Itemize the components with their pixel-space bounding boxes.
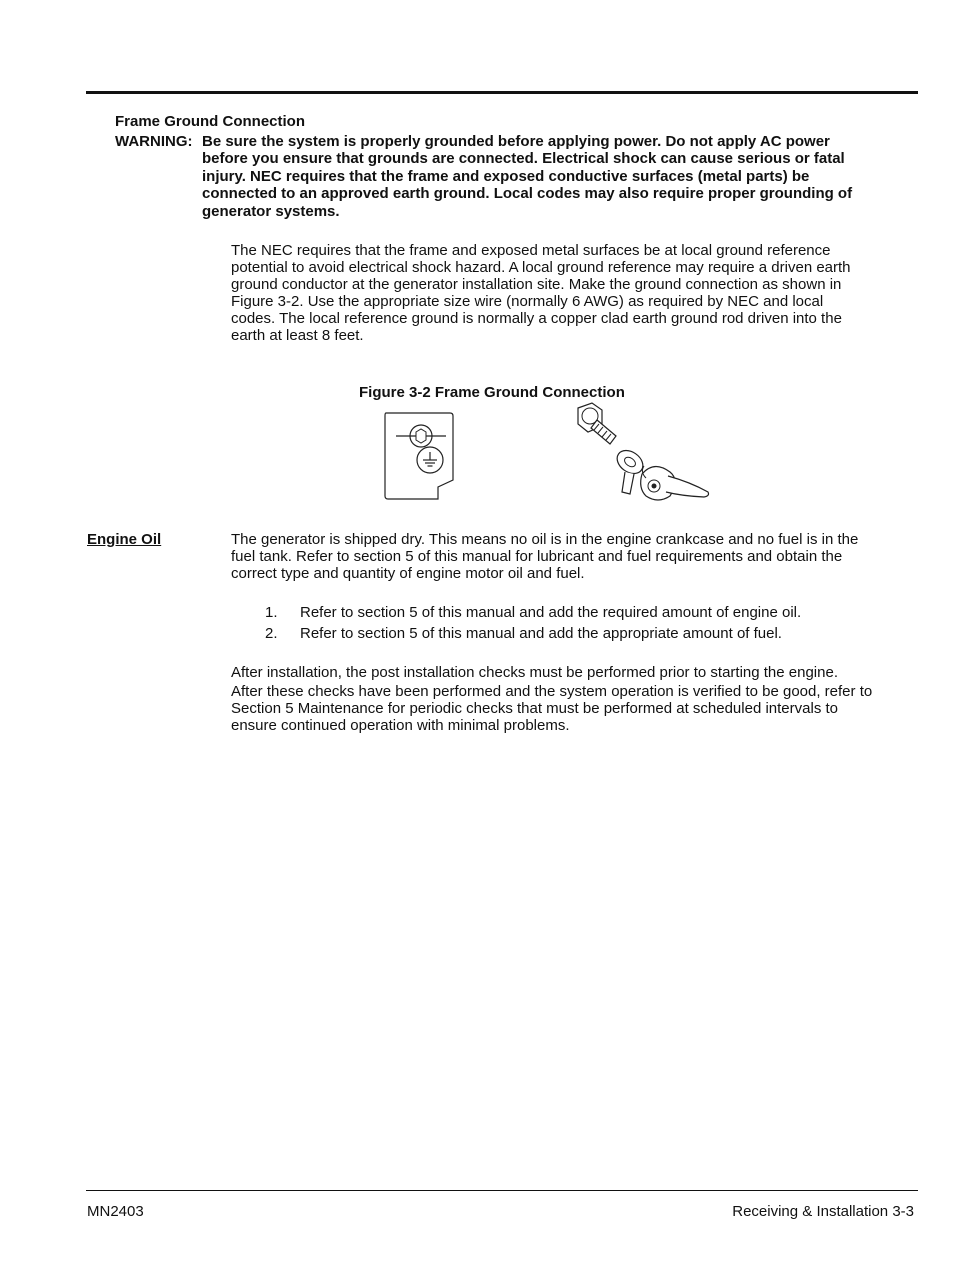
engine-oil-label [87, 531, 161, 548]
step-text: Refer to section 5 of this manual and add the appropriate amount of fuel. [300, 625, 782, 642]
paragraph-line: The NEC requires that the frame and exposed metal surfaces be at local ground reference [231, 242, 831, 259]
intro-line: correct type and quantity of engine motor oil and fuel. [231, 565, 585, 582]
paragraph-line: earth at least 8 feet. [231, 327, 364, 344]
warning-label: WARNING: [115, 133, 193, 150]
closing-line: After these checks have been performed and the system operation is verified to be good, refer to [231, 683, 873, 700]
engine-oil-heading: Engine Oil [87, 531, 162, 548]
step-text: Refer to section 5 of this manual and add the required amount of engine oil. [300, 604, 802, 621]
warning-line: connected to an approved earth ground. Local codes may also require proper grounding of [202, 185, 853, 203]
ground-plate-illustration [380, 410, 460, 504]
section-heading: Frame Ground Connection [115, 113, 306, 130]
footer-page-label: Receiving & Installation 3-3 [732, 1203, 914, 1220]
closing-paragraph [231, 683, 921, 734]
bolt-terminal-illustration [570, 400, 715, 512]
intro-line: fuel tank. Refer to section 5 of this manual for lubricant and fuel requirements and obtain the [231, 548, 843, 565]
header-rule [86, 91, 918, 94]
step-number: 2. [265, 625, 278, 642]
footer-rule [86, 1190, 918, 1191]
warning-line: Be sure the system is properly grounded before applying power. Do not apply AC power [202, 133, 830, 150]
paragraph-line: codes. The local reference ground is normally a copper clad earth ground rod driven into the [231, 310, 842, 327]
paragraph-line: potential to avoid electrical shock hazard. A local ground reference may require a driven earth [231, 259, 851, 276]
warning-text [202, 133, 922, 220]
ground-paragraph [231, 242, 921, 344]
paragraph-line: ground conductor at the generator installation site. Make the ground connection as shown in [231, 276, 842, 293]
warning-line: injury. NEC requires that the frame and exposed conductive surfaces (metal parts) be [202, 167, 810, 185]
closing-line: Section 5 Maintenance for periodic checks that must be performed at scheduled intervals to [231, 700, 838, 717]
footer-doc-number: MN2403 [87, 1203, 144, 1220]
after-installation-text: After installation, the post installation checks must be performed prior to starting the engine. [231, 664, 838, 681]
warning-line: before you ensure that grounds are connected. Electrical shock can cause serious or fatal [202, 150, 845, 168]
paragraph-line: Figure 3-2. Use the appropriate size wire (normally 6 AWG) as required by NEC and local [231, 293, 824, 310]
intro-line: The generator is shipped dry. This means no oil is in the engine crankcase and no fuel is in the [231, 531, 859, 548]
closing-line: ensure continued operation with minimal problems. [231, 717, 570, 734]
engine-oil-intro [231, 531, 921, 582]
step-number: 1. [265, 604, 278, 621]
warning-line: generator systems. [202, 202, 340, 220]
figure-caption: Figure 3-2 Frame Ground Connection [359, 384, 625, 401]
